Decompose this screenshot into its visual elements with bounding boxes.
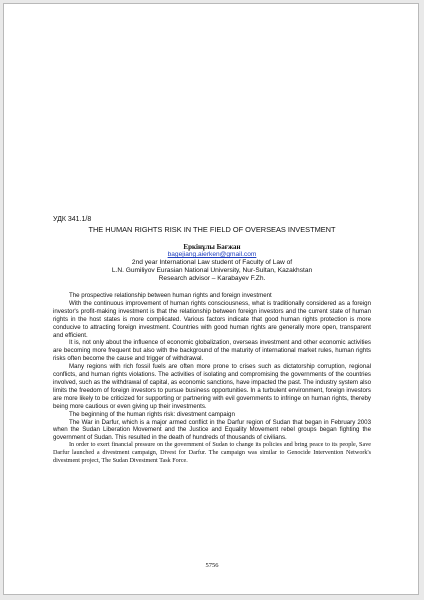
affiliation-line-2: L.N. Gumiliyov Eurasian National University, Nur-Sultan, Kazakhstan: [111, 267, 313, 274]
paper-title: THE HUMAN RIGHTS RISK IN THE FIELD OF OVERSEAS INVESTMENT: [88, 225, 336, 234]
udk-code: УДК 341.1/8: [53, 216, 92, 223]
affiliation-line-1: 2nd year International Law student of Faculty of Law of: [131, 259, 293, 266]
author-email-line: [53, 251, 371, 259]
paragraph-4: The War in Darfur, which is a major armed conflict in the Darfur region of Sudan that began in February 2003 when the Sudan Liberation Movement and the Justice and Equality Movement rebel groups began fighting the government of Sudan. This resulted in the death of hundreds of thousands of civilians.: [53, 418, 371, 442]
paragraph-2: It is, not only about the influence of economic globalization, overseas investment and other economic activities are becoming more frequent but also with the background of the maturity of international market rules, human rights risks often become the cause and trigger of withdrawal.: [53, 339, 371, 363]
page-number: 5756: [205, 562, 219, 569]
paragraph-5: In order to exert financial pressure on the government of Sudan to change its policies and bring peace to its people, Save Darfur launched a divestment campaign, Divest for Darfur. The campaign was similar to Genocide Intervention Network's divestment project, The Sudan Divestment Task Force.: [53, 442, 371, 465]
paragraph-3: Many regions with rich fossil fuels are often more prone to crises such as dictatorship corruption, regional conflicts, and human rights violations. The activities of isolating and compromising the governments of the countries involved, such as the withdrawal of capital, as economic sanctions, have impacted the past. The industry system also limits the freedom of foreign investors to pursue business opportunities. In a turbulent environment, foreign investors are more likely to be criticized for supporting or partnering with evil governments to infringe on human rights, thereby being more cautious or even giving up their investments.: [53, 363, 371, 410]
page-content: [53, 215, 371, 466]
section-heading-1: The prospective relationship between human rights and foreign investment: [69, 292, 272, 299]
author-email-link[interactable]: bagejiang.aierken@gmail.com: [167, 251, 257, 258]
document-page: [3, 3, 419, 595]
section-heading-2: The beginning of the human rights risk: divestment campaign: [69, 410, 235, 418]
spacer: [53, 283, 371, 292]
research-advisor: Research advisor – Karabayev F.Zh.: [158, 275, 266, 282]
author-name: Еркінұлы Бағжан: [183, 243, 241, 251]
paragraph-1: With the continuous improvement of human rights consciousness, what is traditionally considered as a foreign investor's profit-making investment is that the relationship between foreign investors and the current state of human rights in the host states is more complicated. Various factors indicate that good human rights protection is more conducive to attracting foreign investment. Countries with good human rights are generally more open, transparent and efficient.: [53, 299, 371, 339]
